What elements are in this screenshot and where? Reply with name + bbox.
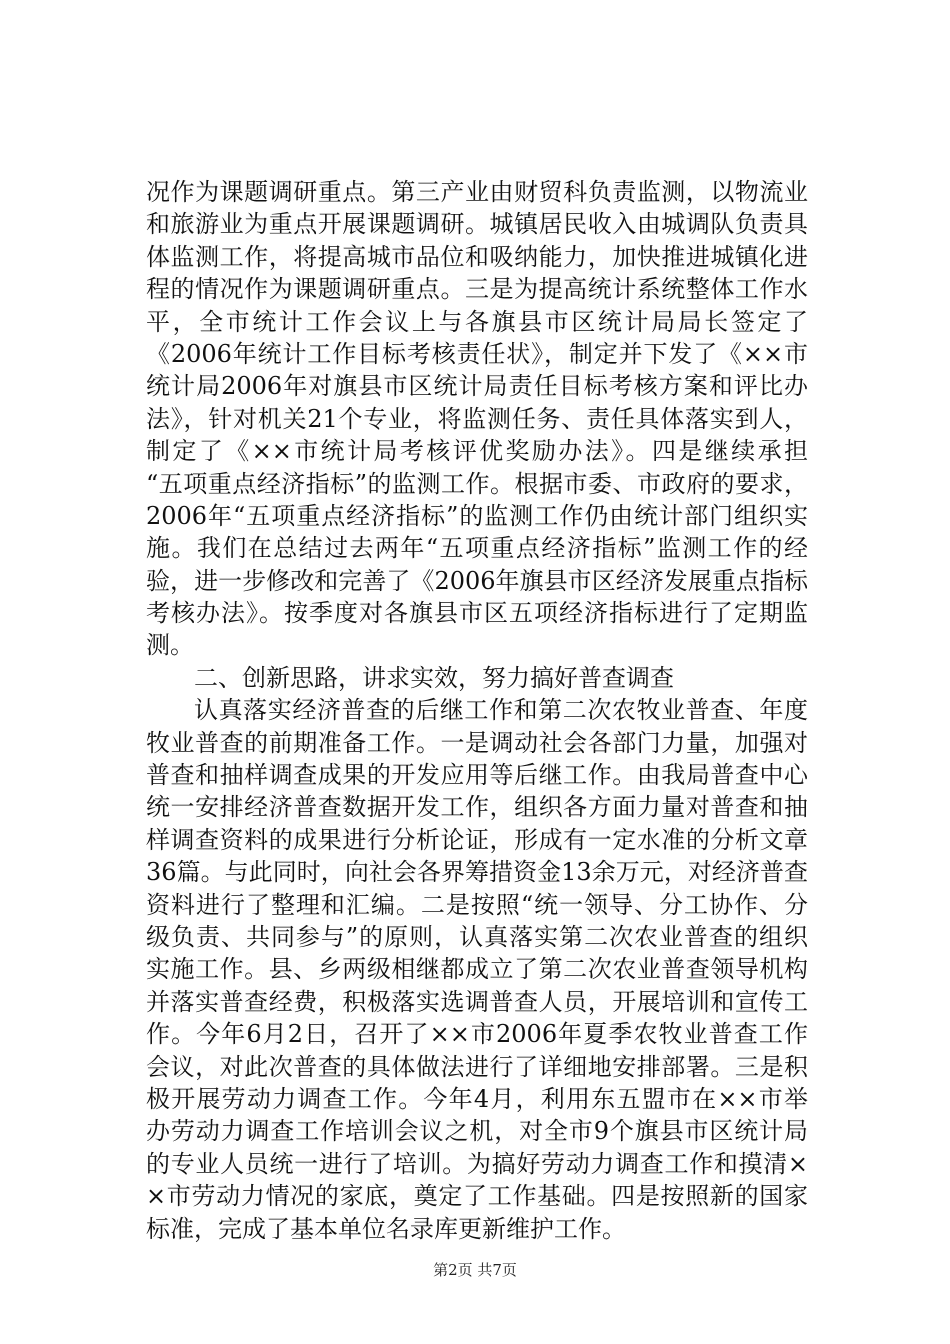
text-line: 的专业人员统一进行了培训。为搞好劳动力调查工作和摸清×	[146, 1149, 808, 1178]
text-line: 作。今年6月2日，召开了××市2006年夏季农牧业普查工作	[146, 1020, 808, 1049]
text-line: 程的情况作为课题调研重点。三是为提高统计系统整体工作水	[146, 275, 808, 304]
text-line: 极开展劳动力调查工作。今年4月，利用东五盟市在××市举	[146, 1084, 808, 1113]
text-line: 普查和抽样调查成果的开发应用等后继工作。由我局普查中心	[146, 761, 808, 790]
text-line: 牧业普查的前期准备工作。一是调动社会各部门力量，加强对	[146, 728, 808, 757]
text-line: 和旅游业为重点开展课题调研。城镇居民收入由城调队负责具	[146, 210, 808, 239]
text-line: 测。	[146, 631, 194, 660]
text-line: 体监测工作，将提高城市品位和吸纳能力，加快推进城镇化进	[146, 242, 808, 271]
text-line: 级负责、共同参与”的原则，认真落实第二次农业普查的组织	[146, 922, 808, 951]
text-line: 并落实普查经费，积极落实选调普查人员，开展培训和宣传工	[146, 987, 808, 1016]
section-heading: 二、创新思路，讲求实效，努力搞好普查调查	[194, 663, 674, 692]
text-line: 统一安排经济普查数据开发工作，组织各方面力量对普查和抽	[146, 793, 808, 822]
text-line: 2006年“五项重点经济指标”的监测工作仍由统计部门组织实	[146, 501, 808, 530]
text-line: 平，全市统计工作会议上与各旗县市区统计局局长签定了	[146, 307, 808, 336]
text-line: 考核办法》。按季度对各旗县市区五项经济指标进行了定期监	[146, 599, 808, 628]
text-line: 统计局2006年对旗县市区统计局责任目标考核方案和评比办	[146, 372, 808, 401]
text-line: “五项重点经济指标”的监测工作。根据市委、市政府的要求，	[146, 469, 808, 498]
text-line: 会议，对此次普查的具体做法进行了详细地安排部署。三是积	[146, 1052, 808, 1081]
text-line: 样调查资料的成果进行分析论证，形成有一定水准的分析文章	[146, 825, 808, 854]
document-body	[146, 176, 808, 1245]
text-line: 法》，针对机关21个专业，将监测任务、责任具体落实到人，	[146, 404, 808, 433]
text-line: ×市劳动力情况的家底，奠定了工作基础。四是按照新的国家	[146, 1182, 808, 1211]
text-line: 办劳动力调查工作培训会议之机，对全市9个旗县市区统计局	[146, 1117, 808, 1146]
page-number: 第2页 共7页	[433, 1261, 517, 1279]
text-line: 施。我们在总结过去两年“五项重点经济指标”监测工作的经	[146, 534, 808, 563]
text-line: 验，进一步修改和完善了《2006年旗县市区经济发展重点指标	[146, 566, 808, 595]
text-line: 资料进行了整理和汇编。二是按照“统一领导、分工协作、分	[146, 890, 808, 919]
text-line: 认真落实经济普查的后继工作和第二次农牧业普查、年度	[194, 696, 808, 725]
text-line: 标准，完成了基本单位名录库更新维护工作。	[146, 1214, 626, 1243]
text-line: 实施工作。县、乡两级相继都成立了第二次农业普查领导机构	[146, 955, 808, 984]
text-line: 《2006年统计工作目标考核责任状》，制定并下发了《××市	[146, 339, 808, 368]
text-line: 况作为课题调研重点。第三产业由财贸科负责监测，以物流业	[146, 178, 808, 206]
text-line: 制定了《××市统计局考核评优奖励办法》。四是继续承担	[146, 437, 808, 466]
text-line: 36篇。与此同时，向社会各界筹措资金13余万元，对经济普查	[146, 858, 808, 887]
